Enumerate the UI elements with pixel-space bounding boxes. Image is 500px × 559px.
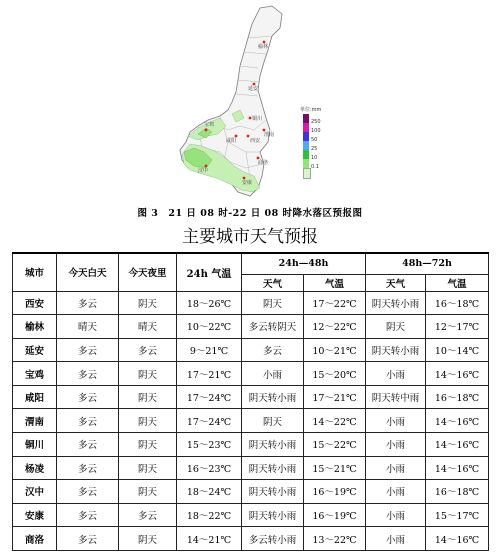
temp-72h-cell: 14～16℃ xyxy=(426,456,489,480)
weather-72h-cell: 阴天转中雨 xyxy=(366,385,426,409)
svg-text:延安: 延安 xyxy=(248,86,259,92)
temp-72h-cell: 15～17℃ xyxy=(426,503,489,527)
today-day-cell: 多云 xyxy=(57,456,119,480)
table-row xyxy=(13,291,489,315)
precipitation-map xyxy=(0,0,500,203)
header-weather-72h: 天气 xyxy=(366,274,426,291)
legend-swatch-5 xyxy=(303,150,309,159)
today-day-cell: 多云 xyxy=(57,338,119,362)
temp-24h-cell: 17～24℃ xyxy=(177,409,242,433)
svg-text:安康: 安康 xyxy=(242,180,253,186)
weather-72h-cell: 小雨 xyxy=(366,432,426,456)
legend-swatch-4 xyxy=(303,141,309,150)
temp-72h-cell: 14～16℃ xyxy=(426,527,489,551)
weather-48h-cell: 阴天 xyxy=(242,409,304,433)
temp-48h-cell: 14～22℃ xyxy=(304,409,366,433)
legend-tick: 250 xyxy=(311,119,321,125)
today-day-cell: 多云 xyxy=(57,291,119,315)
temp-24h-cell: 16～23℃ xyxy=(177,456,242,480)
table-title: 主要城市天气预报 xyxy=(182,227,318,247)
forecast-table-body xyxy=(13,291,489,551)
city-cell: 渭南 xyxy=(13,409,57,433)
weather-48h-cell: 多云转小雨 xyxy=(242,527,304,551)
city-cell: 榆林 xyxy=(13,315,57,339)
legend-tick: 25 xyxy=(311,146,318,152)
today-day-cell: 多云 xyxy=(57,432,119,456)
today-day-cell: 晴天 xyxy=(57,315,119,339)
header-city: 城市 xyxy=(13,253,57,291)
city-cell: 商洛 xyxy=(13,527,57,551)
today-day-cell: 多云 xyxy=(57,362,119,386)
today-day-cell: 多云 xyxy=(57,385,119,409)
temp-48h-cell: 16～19℃ xyxy=(304,480,366,504)
weather-72h-cell: 阴天转小雨 xyxy=(366,291,426,315)
legend-tick: 100 xyxy=(311,128,321,134)
temp-48h-cell: 16～19℃ xyxy=(304,503,366,527)
table-row xyxy=(13,432,489,456)
city-cell: 西安 xyxy=(13,291,57,315)
legend-tick: 0.1 xyxy=(311,164,319,170)
svg-text:汉中: 汉中 xyxy=(198,168,209,174)
legend-swatch-1 xyxy=(303,114,309,123)
today-night-cell: 晴天 xyxy=(119,315,177,339)
header-temp-24h: 24h 气温 xyxy=(177,253,242,291)
header-temp-72h: 气温 xyxy=(426,274,489,291)
temp-48h-cell: 12～22℃ xyxy=(304,315,366,339)
today-day-cell: 多云 xyxy=(57,527,119,551)
header-group-48h: 24h—48h xyxy=(242,253,366,274)
forecast-table xyxy=(12,252,489,551)
table-row xyxy=(13,409,489,433)
table-row xyxy=(13,480,489,504)
city-cell: 铜川 xyxy=(13,432,57,456)
today-day-cell: 多云 xyxy=(57,409,119,433)
temp-24h-cell: 14～21℃ xyxy=(177,527,242,551)
today-night-cell: 阴天 xyxy=(119,385,177,409)
city-cell: 汉中 xyxy=(13,480,57,504)
table-row xyxy=(13,338,489,362)
legend-swatch-6 xyxy=(303,159,309,168)
today-night-cell: 阴天 xyxy=(119,432,177,456)
today-night-cell: 阴天 xyxy=(119,527,177,551)
temp-72h-cell: 16～18℃ xyxy=(426,291,489,315)
today-night-cell: 阴天 xyxy=(119,362,177,386)
temp-72h-cell: 12～17℃ xyxy=(426,315,489,339)
table-row xyxy=(13,385,489,409)
temp-24h-cell: 17～21℃ xyxy=(177,362,242,386)
today-day-cell: 多云 xyxy=(57,503,119,527)
today-night-cell: 多云 xyxy=(119,338,177,362)
svg-text:西安: 西安 xyxy=(250,138,261,144)
today-day-cell: 多云 xyxy=(57,480,119,504)
today-night-cell: 多云 xyxy=(119,503,177,527)
legend-tick: 10 xyxy=(311,155,318,161)
temp-48h-cell: 13～22℃ xyxy=(304,527,366,551)
figure-caption: 图 3 21 日 08 时-22 日 08 时降水落区预报图 xyxy=(137,208,363,219)
weather-72h-cell: 小雨 xyxy=(366,527,426,551)
city-cell: 杨凌 xyxy=(13,456,57,480)
weather-72h-cell: 小雨 xyxy=(366,456,426,480)
weather-48h-cell: 小雨 xyxy=(242,362,304,386)
today-night-cell: 阴天 xyxy=(119,480,177,504)
precip-legend xyxy=(300,106,340,196)
temp-24h-cell: 18～26℃ xyxy=(177,291,242,315)
temp-48h-cell: 17～21℃ xyxy=(304,385,366,409)
temp-24h-cell: 10～22℃ xyxy=(177,315,242,339)
temp-72h-cell: 14～16℃ xyxy=(426,409,489,433)
legend-swatch-7 xyxy=(303,168,311,179)
today-night-cell: 阴天 xyxy=(119,409,177,433)
weather-72h-cell: 小雨 xyxy=(366,409,426,433)
legend-unit: 单位:mm xyxy=(300,107,322,113)
weather-72h-cell: 小雨 xyxy=(366,503,426,527)
temp-72h-cell: 14～16℃ xyxy=(426,362,489,386)
temp-72h-cell: 10～14℃ xyxy=(426,338,489,362)
weather-72h-cell: 阴天转小雨 xyxy=(366,338,426,362)
weather-48h-cell: 阴天 xyxy=(242,291,304,315)
legend-swatch-3 xyxy=(303,132,309,141)
svg-text:榆林: 榆林 xyxy=(258,44,269,50)
city-cell: 延安 xyxy=(13,338,57,362)
temp-48h-cell: 10～21℃ xyxy=(304,338,366,362)
legend-swatch-2 xyxy=(303,123,309,132)
temp-24h-cell: 17～24℃ xyxy=(177,385,242,409)
table-row xyxy=(13,362,489,386)
temp-24h-cell: 15～23℃ xyxy=(177,432,242,456)
svg-text:咸阳: 咸阳 xyxy=(226,138,237,144)
weather-48h-cell: 阴天转小雨 xyxy=(242,480,304,504)
header-today-night: 今天夜里 xyxy=(119,253,177,291)
temp-48h-cell: 17～22℃ xyxy=(304,291,366,315)
weather-48h-cell: 阴天转小雨 xyxy=(242,385,304,409)
temp-24h-cell: 18～22℃ xyxy=(177,503,242,527)
city-cell: 宝鸡 xyxy=(13,362,57,386)
table-header-row xyxy=(13,253,489,274)
table-row xyxy=(13,315,489,339)
temp-48h-cell: 15～22℃ xyxy=(304,432,366,456)
svg-text:铜川: 铜川 xyxy=(252,116,263,122)
header-temp-48h: 气温 xyxy=(304,274,366,291)
weather-72h-cell: 阴天 xyxy=(366,315,426,339)
svg-text:渭南: 渭南 xyxy=(264,132,275,138)
temp-72h-cell: 14～16℃ xyxy=(426,432,489,456)
temp-72h-cell: 16～18℃ xyxy=(426,385,489,409)
legend-tick: 50 xyxy=(311,137,318,143)
weather-48h-cell: 阴天转小雨 xyxy=(242,432,304,456)
header-today-day: 今天白天 xyxy=(57,253,119,291)
table-row xyxy=(13,503,489,527)
city-cell: 咸阳 xyxy=(13,385,57,409)
svg-text:商洛: 商洛 xyxy=(258,160,269,166)
weather-48h-cell: 多云转阴天 xyxy=(242,315,304,339)
weather-72h-cell: 小雨 xyxy=(366,362,426,386)
shaanxi-province-map xyxy=(168,2,288,202)
temp-24h-cell: 9～21℃ xyxy=(177,338,242,362)
today-night-cell: 阴天 xyxy=(119,291,177,315)
temp-24h-cell: 18～24℃ xyxy=(177,480,242,504)
table-row xyxy=(13,456,489,480)
table-row xyxy=(13,527,489,551)
weather-48h-cell: 多云 xyxy=(242,338,304,362)
city-cell: 安康 xyxy=(13,503,57,527)
header-weather-48h: 天气 xyxy=(242,274,304,291)
temp-72h-cell: 16～18℃ xyxy=(426,480,489,504)
header-group-72h: 48h—72h xyxy=(366,253,489,274)
temp-48h-cell: 15～20℃ xyxy=(304,362,366,386)
weather-48h-cell: 阴天转小雨 xyxy=(242,456,304,480)
weather-48h-cell: 阴天转小雨 xyxy=(242,503,304,527)
weather-72h-cell: 小雨 xyxy=(366,480,426,504)
today-night-cell: 阴天 xyxy=(119,456,177,480)
temp-48h-cell: 15～21℃ xyxy=(304,456,366,480)
svg-text:宝鸡: 宝鸡 xyxy=(204,122,215,128)
